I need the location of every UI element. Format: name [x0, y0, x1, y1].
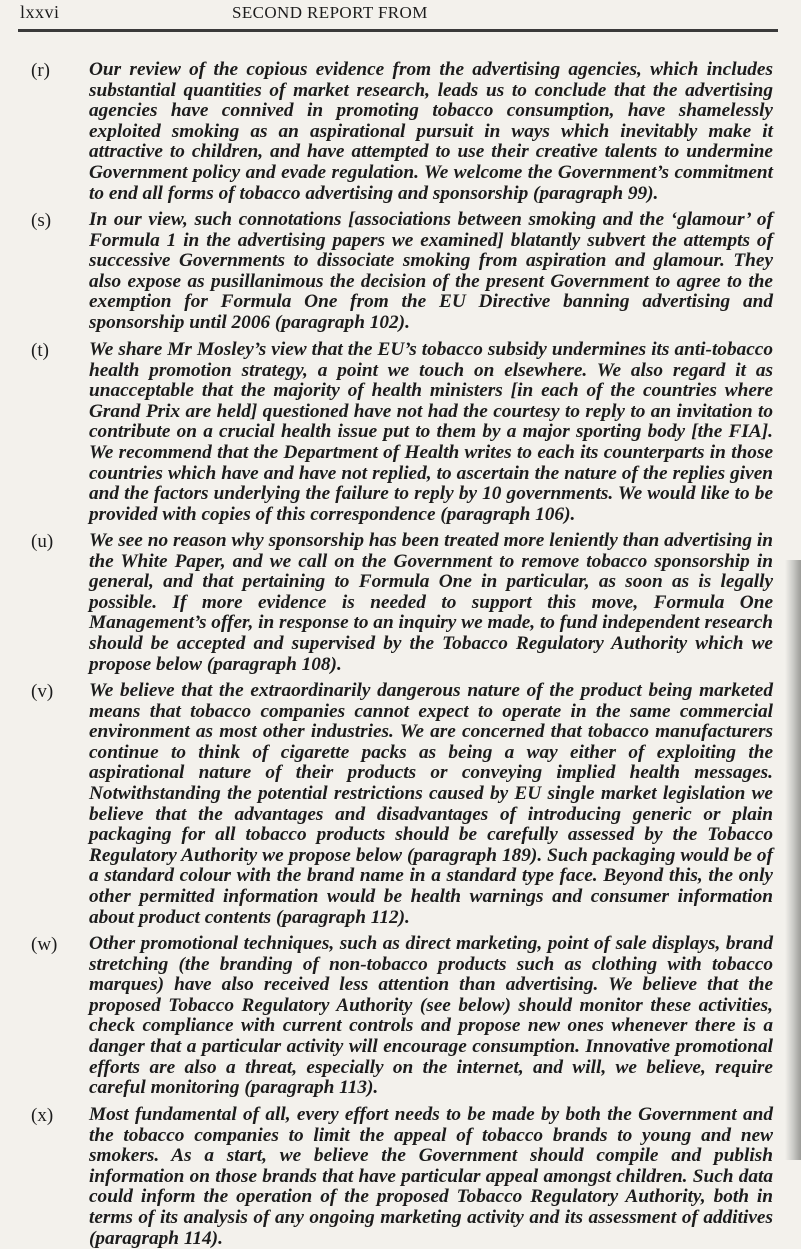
paragraph-label: (x): [31, 1105, 54, 1126]
paragraph-text: We see no reason why sponsorship has been treated more leniently than advertising in the White Paper, and we call on the Government to remove tobacco sponsorship in general, and that pertaining to Formula One in particular, as soon as is legally possible. If more evidence is needed to support this move, Formula One Management’s offer, in response to an inquiry we made, to fund independent research should be accepted and supervised by the Tobacco Regulatory Authority which we propose below (paragraph 108).: [89, 530, 773, 675]
header-rule: [18, 29, 778, 32]
page-edge-shadow: [785, 560, 801, 1160]
paragraph-label: (t): [31, 340, 49, 361]
paragraph-label: (u): [31, 531, 54, 552]
running-head: SECOND REPORT FROM: [232, 3, 428, 22]
paragraph-text: In our view, such connotations [associations between smoking and the ‘glamour’ of Formula 1 in the advertising papers we examined] blatantly subvert the attempts of successive Governments to dissociate smoking from aspiration and glamour. They also expose as pusillanimous the decision of the present Government to agree to the exemption for Formula One from the EU Directive banning advertising and sponsorship until 2006 (paragraph 102).: [89, 209, 773, 333]
paragraph-label: (s): [31, 210, 52, 231]
paragraph-label: (r): [31, 60, 50, 81]
paragraph-label: (w): [31, 934, 58, 955]
paragraph-text: Most fundamental of all, every effort needs to be made by both the Government and the tobacco companies to limit the appeal of tobacco brands to young and new smokers. As a start, we believe the Government should compile and publish information on those brands that have particular appeal amongst children. Such data could inform the operation of the proposed Tobacco Regulatory Authority, both in terms of its analysis of any ongoing marketing activity and its assessment of additives (paragraph 114).: [89, 1104, 773, 1249]
paragraph-label: (v): [31, 681, 54, 702]
paragraph-text: We share Mr Mosley’s view that the EU’s tobacco subsidy undermines its anti-tobacco health promotion strategy, a point we touch on elsewhere. We also regard it as unacceptable that the majority of health ministers [in each of the countries where Grand Prix are held] questioned have not had the courtesy to reply to an invitation to contribute on a crucial health issue put to them by a major sporting body [the FIA]. We recommend that the Department of Health writes to each its counterparts in those countries which have and have not replied, to ascertain the nature of the replies given and the factors underlying the failure to reply by 10 governments. We would like to be provided with copies of this correspondence (paragraph 106).: [89, 339, 773, 525]
paragraph-text: We believe that the extraordinarily dangerous nature of the product being marketed means that tobacco companies cannot expect to operate in the same commercial environment as most other industries. We are concerned that tobacco manufacturers continue to think of cigarette packs as being a way either of exploiting the aspirational nature of their products or conveying implied health messages. Notwithstanding the potential restrictions caused by EU single market legislation we believe that the advantages and disadvantages of introducing generic or plain packaging for all tobacco products should be carefully assessed by the Tobacco Regulatory Authority we propose below (paragraph 189). Such packaging would be of a standard colour with the brand name in a standard type face. Beyond this, the only other permitted information would be health warnings and consumer information about product contents (paragraph 112).: [89, 680, 773, 928]
page-number: lxxvi: [20, 2, 60, 22]
paragraph-text: Our review of the copious evidence from the advertising agencies, which includes substantial quantities of market research, leads us to conclude that the advertising agencies have connived in promoting tobacco consumption, have shamelessly exploited smoking as an aspirational pursuit in ways which inevitably make it attractive to children, and have attempted to use their creative talents to undermine Government policy and evade regulation. We welcome the Government’s commitment to end all forms of tobacco advertising and sponsorship (paragraph 99).: [89, 59, 773, 204]
paragraph-text: Other promotional techniques, such as direct marketing, point of sale displays, brand stretching (the branding of non-tobacco products such as clothing with tobacco marques) have also received less attention than advertising. We believe that the proposed Tobacco Regulatory Authority (see below) should monitor these activities, check compliance with current controls and propose new ones whenever there is a danger that a particular activity will encourage consumption. Innovative promotional efforts are also a threat, especially on the internet, and will, we believe, require careful monitoring (paragraph 113).: [89, 933, 773, 1099]
page-header: [0, 0, 801, 30]
